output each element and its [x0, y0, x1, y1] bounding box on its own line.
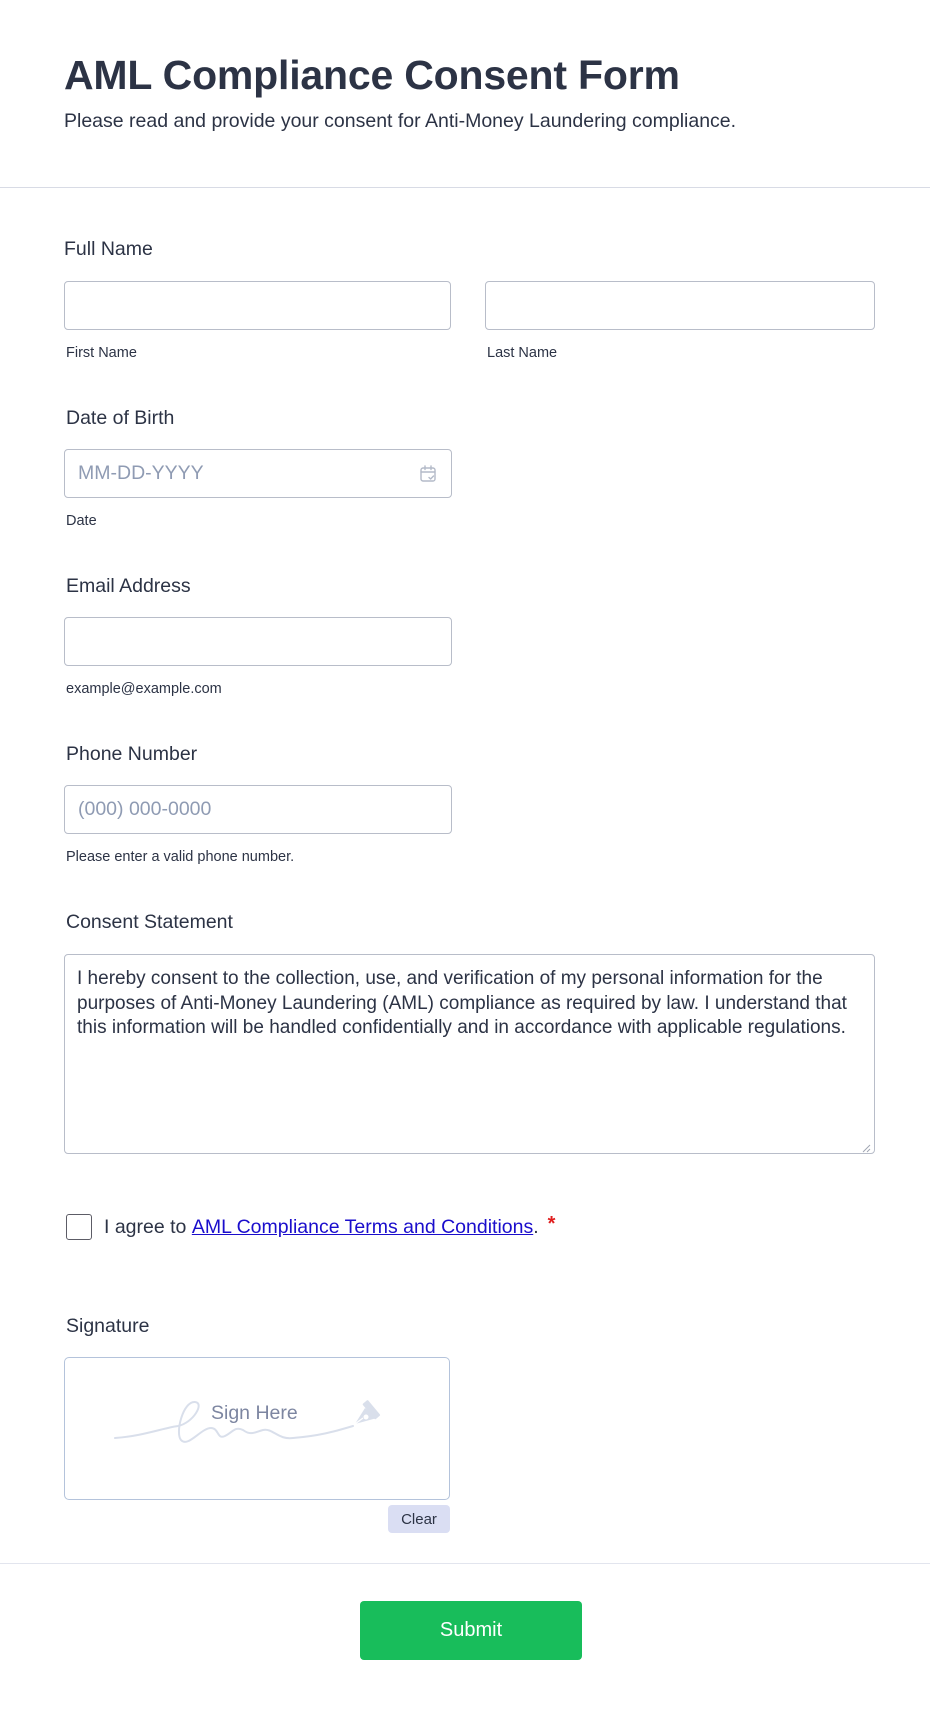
page-subtitle: Please read and provide your consent for Anti-Money Laundering compliance. [64, 110, 737, 132]
first-name-sublabel: First Name [66, 345, 137, 361]
email-label: Email Address [66, 575, 191, 597]
signature-label: Signature [66, 1315, 150, 1337]
phone-label: Phone Number [66, 743, 198, 765]
agree-suffix: . [533, 1215, 539, 1238]
dob-label: Date of Birth [66, 407, 175, 429]
sign-here-placeholder: Sign Here [211, 1402, 298, 1424]
required-asterisk: * [547, 1212, 556, 1235]
agree-prefix: I agree to [104, 1215, 192, 1238]
last-name-input[interactable] [485, 281, 875, 330]
footer-divider [0, 1563, 930, 1564]
consent-text: I hereby consent to the collection, use, and verification of my personal information for the purposes of Anti-Money Laundering (AML) compliance as required by law. I understand that this information will be handled confidentially and in accordance with applicable regulations. [77, 968, 847, 1038]
submit-button[interactable]: Submit [360, 1601, 582, 1660]
dob-input[interactable] [64, 449, 452, 498]
agree-checkbox[interactable] [66, 1214, 92, 1240]
consent-textarea[interactable] [64, 954, 875, 1154]
email-input[interactable] [64, 617, 452, 666]
consent-label: Consent Statement [66, 911, 233, 933]
dob-sublabel: Date [66, 513, 97, 529]
email-sublabel: example@example.com [66, 681, 222, 697]
form-header [0, 0, 930, 188]
signature-pad[interactable] [64, 1357, 450, 1500]
terms-link[interactable]: AML Compliance Terms and Conditions [191, 1215, 534, 1238]
phone-sublabel: Please enter a valid phone number. [66, 849, 295, 865]
first-name-input[interactable] [64, 281, 451, 330]
dob-placeholder: MM-DD-YYYY [78, 462, 204, 484]
clear-signature-button[interactable]: Clear [388, 1505, 450, 1533]
resize-handle-icon[interactable] [861, 1140, 871, 1150]
agree-row [66, 1212, 555, 1242]
page-title: AML Compliance Consent Form [64, 52, 680, 98]
last-name-sublabel: Last Name [487, 345, 558, 361]
calendar-check-icon[interactable] [418, 464, 438, 484]
phone-input[interactable] [64, 785, 452, 834]
phone-placeholder: (000) 000-0000 [78, 798, 212, 820]
full-name-label: Full Name [64, 238, 153, 260]
